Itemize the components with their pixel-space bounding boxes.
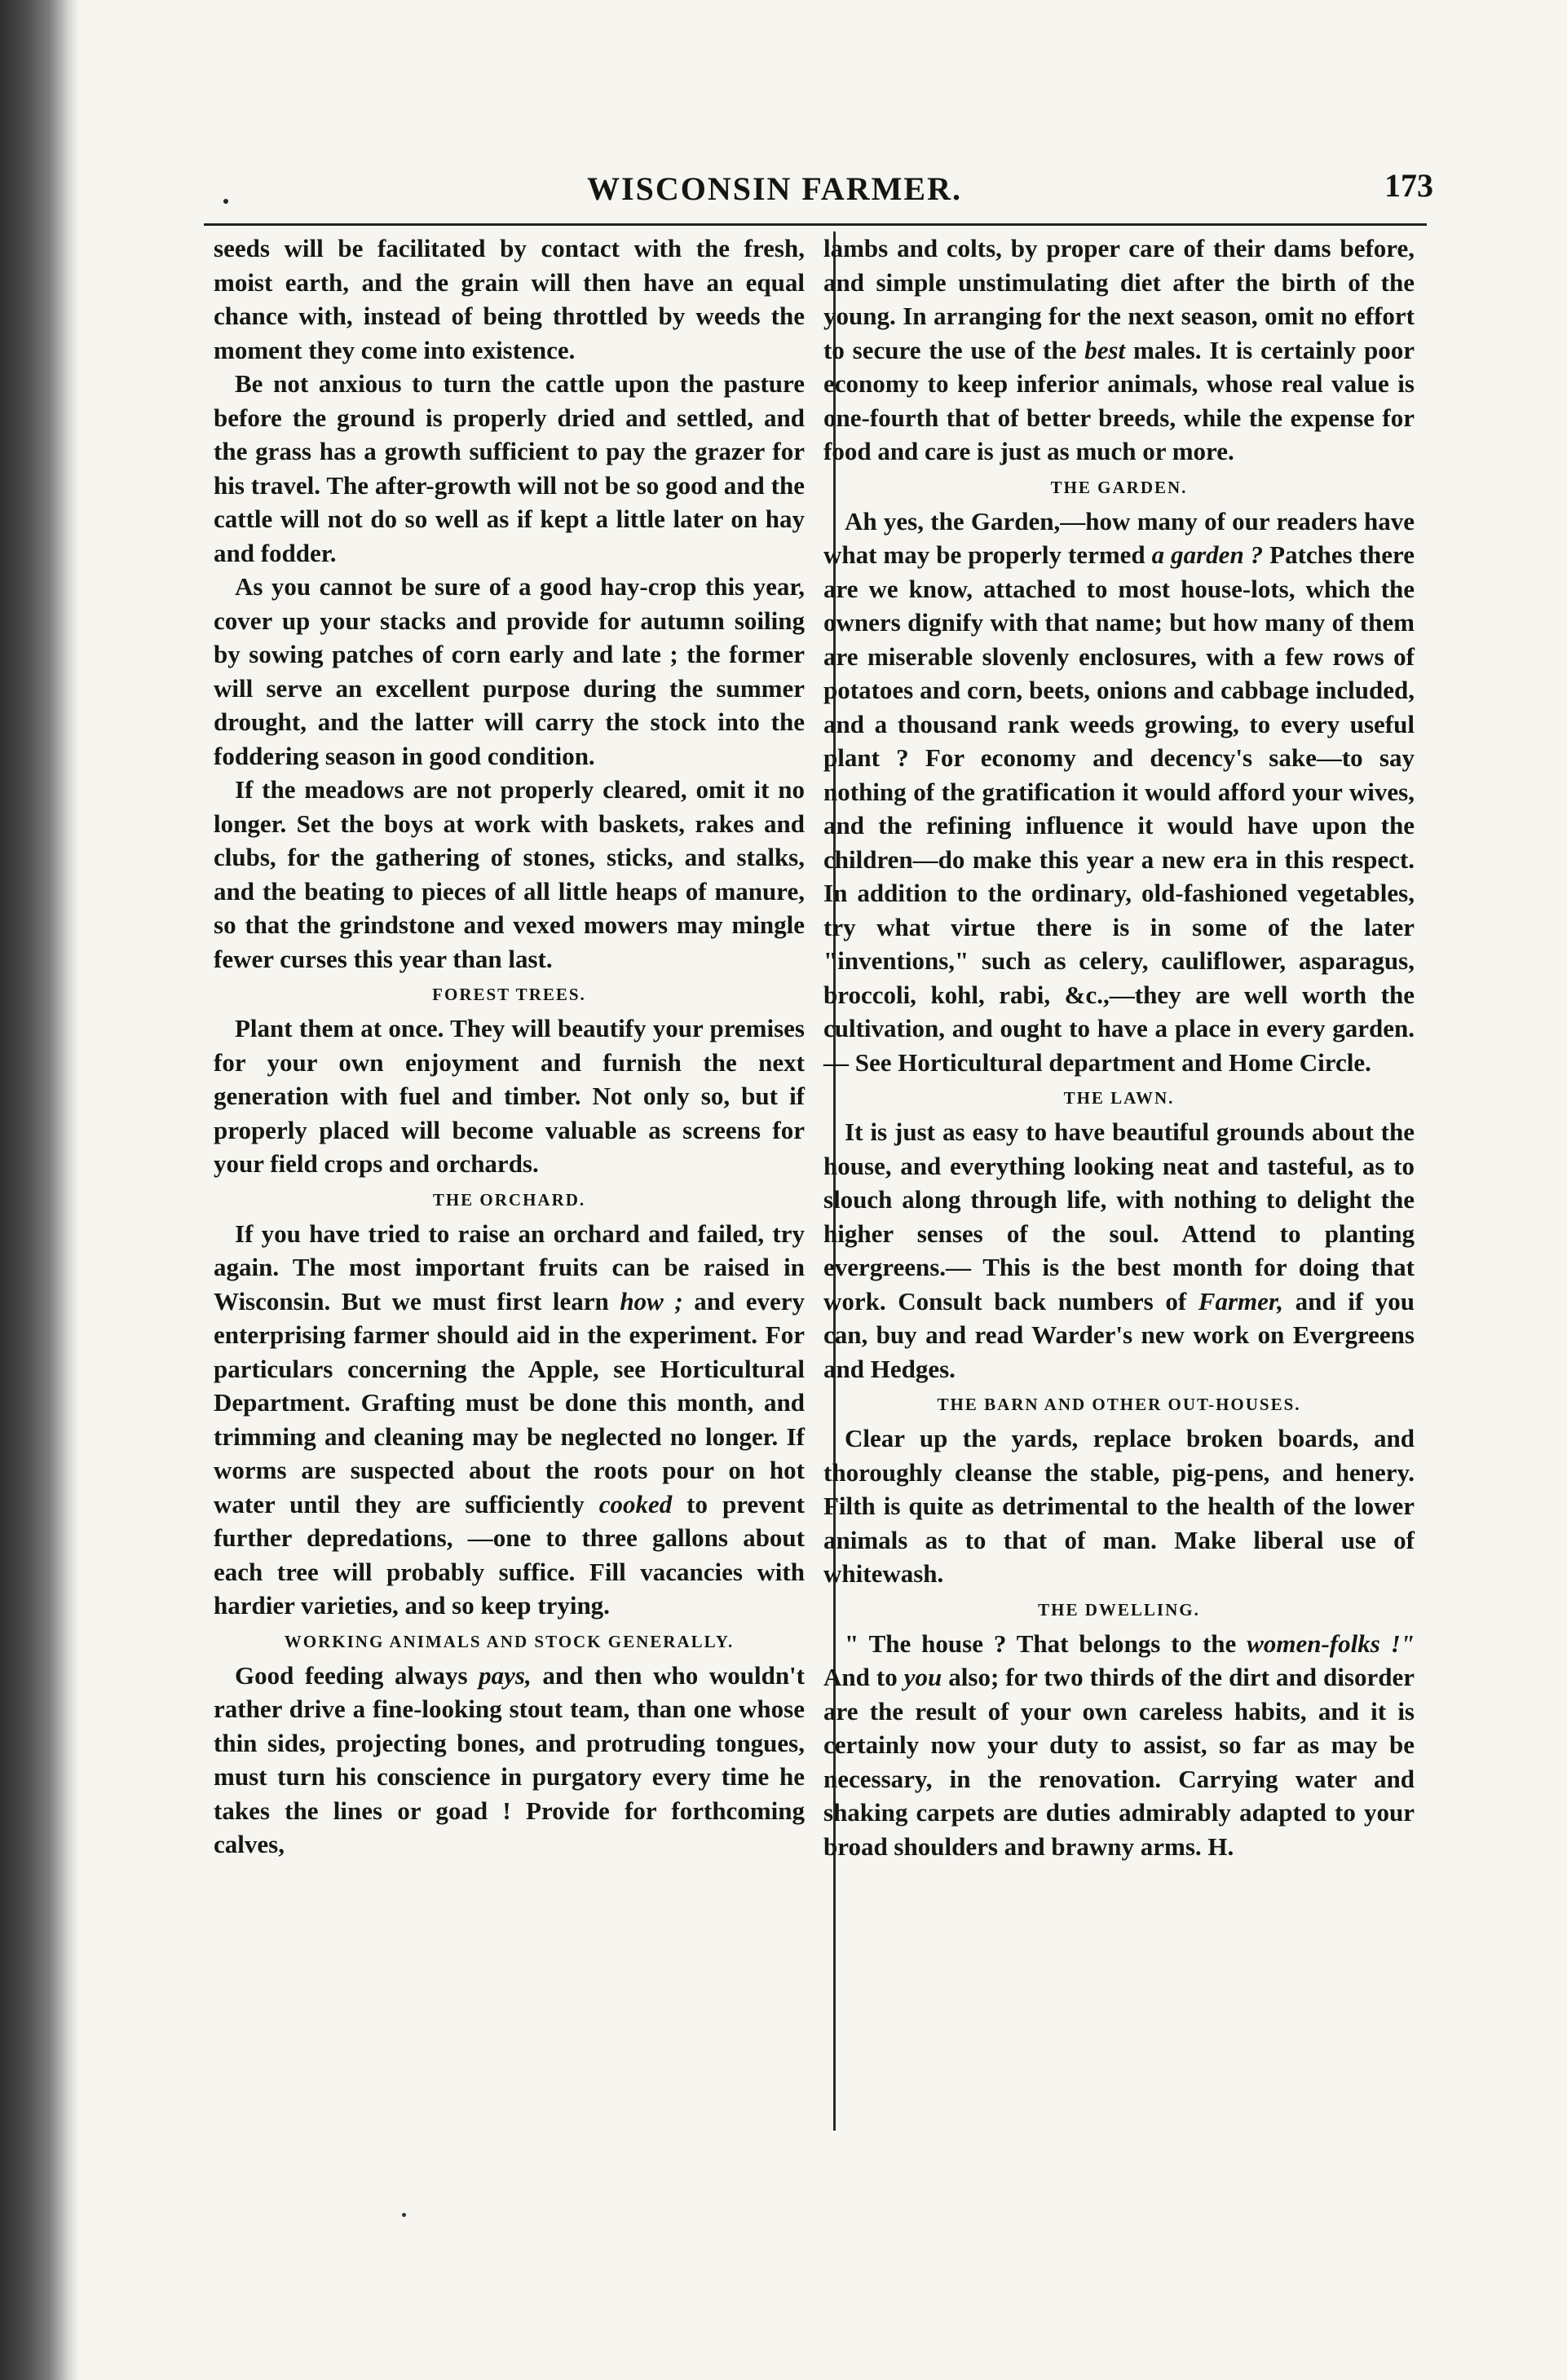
heading-forest-trees: FOREST TREES. xyxy=(432,985,586,1004)
author-signature: H. xyxy=(1207,1831,1234,1861)
dwelling-text-2: And to xyxy=(823,1663,904,1691)
stray-ink-mark xyxy=(402,2213,406,2217)
heading-the-dwelling: THE DWELLING. xyxy=(1038,1599,1200,1620)
garden-italic-a-garden: a garden ? xyxy=(1151,540,1264,569)
orchard-text-3: to prevent further depredations, —one to three gallons about each tree will probably suffice. Fill vacancies with hardier varieties, and so keep trying. xyxy=(214,1489,805,1620)
paragraph-orchard xyxy=(214,1217,805,1623)
lambs-text-1: lambs and colts, by proper care of their dams before, and simple unstimulating diet after the birth of the young. In arranging for the next season, omit no effort to secure the use of the xyxy=(823,234,1415,364)
working-text-1: Good feeding always xyxy=(235,1660,468,1690)
lawn-text-1: It is just as easy to have beautiful grounds about the house, and everything looking neat and tasteful, as to slouch along through life, with nothing to delight the higher senses of the soul. Attend to planting evergreens.— This is the best month for doing that work. Consult back numbers of xyxy=(823,1117,1415,1316)
dwelling-text-1: " The house ? That belongs to the xyxy=(845,1629,1247,1658)
working-text-2: and then who wouldn't rather drive a fine-looking stout team, than one whose thin sides, projecting bones, and protruding tongues, must turn his conscience in purgatory every time he takes the lines or goad ! Provide for forthcoming calves, xyxy=(214,1660,805,1858)
heading-the-garden: THE GARDEN. xyxy=(1050,477,1188,497)
paragraph-seeds: seeds will be facilitated by contact with the fresh, moist earth, and the grain will then have an equal chance with, instead of being throttled by weeds the moment they come into existence. xyxy=(214,234,805,364)
working-italic-pays: pays, xyxy=(479,1660,532,1690)
paragraph-meadows: If the meadows are not properly cleared, omit it no longer. Set the boys at work with baskets, rakes and clubs, for the gathering of stones, sticks, and stalks, and the beating to pieces of all little heaps of manure, so that the grindstone and vexed mowers may mingle fewer curses this year than last. xyxy=(214,775,805,973)
page-header xyxy=(122,163,1433,220)
paragraph-hay-crop: As you cannot be sure of a good hay-crop this year, cover up your stacks and provide for autumn soiling by sowing patches of corn early and late ; the former will serve an excellent purpose during the summer drought, and the latter will carry the stock into the foddering season in good condition. xyxy=(214,572,805,770)
orchard-text-1: If you have tried to raise an orchard and failed, try again. The most important fruits can be raised in Wisconsin. But we must first learn xyxy=(214,1219,805,1316)
paragraph-forest-trees: Plant them at once. They will beautify your premises for your own enjoyment and furnish the next generation with fuel and timber. Not only so, but if properly placed will become valuable as screens for your field crops and orchards. xyxy=(214,1014,805,1178)
orchard-italic-cooked: cooked xyxy=(598,1489,673,1518)
paragraph-working-animals xyxy=(214,1659,805,1862)
paragraph-pasture: Be not anxious to turn the cattle upon the pasture before the ground is properly dried and settled, and the grass has a growth sufficient to pay the grazer for his travel. The after-growth will not be so good and the cattle will not do so well as if kept a little later on hay and fodder. xyxy=(214,369,805,567)
dwelling-text-3: also; for two thirds of the dirt and disorder are the result of your own careless habits, and it is certainly now your duty to assist, so far as may be necessary, in the renovation. Carrying water and shaking carpets are duties admirably adapted to your broad shoulders and brawny arms. xyxy=(823,1663,1415,1861)
scan-binding-edge xyxy=(0,0,78,2380)
paragraph-lawn xyxy=(823,1115,1415,1386)
paragraph-barn: Clear up the yards, replace broken boards, and thoroughly cleanse the stable, pig-pens, and henery. Filth is quite as detrimental to the health of the lower animals as to that of man. Make liberal use of whitewash. xyxy=(823,1424,1415,1588)
paragraph-garden xyxy=(823,505,1415,1080)
running-title: WISCONSIN FARMER. xyxy=(587,170,962,207)
header-rule xyxy=(204,223,1427,226)
lambs-text-2: males. It is certainly poor economy to keep inferior animals, whose real value is one-fourth that of better breeds, while the expense for food and care is just as much or more. xyxy=(823,335,1415,465)
dwelling-italic-women-folks: women-folks !" xyxy=(1247,1629,1415,1658)
lawn-text-2: and if you can, buy and read Warder's new work on Evergreens and Hedges. xyxy=(823,1286,1415,1383)
dwelling-italic-you: you xyxy=(903,1663,942,1691)
garden-text-2: Patches there are we know, attached to most house-lots, which the owners dignify with that name; but how many of them are miserable slovenly enclosures, with a few rows of potatoes and corn, beets, onions and cabbage included, and a thousand rank weeds growing, to every useful plant ? For economy and decency's sake—to say nothing of the gratification it would afford your wives, and the refining influence it would have upon the children—do make this year a new era in this respect. In addition to the ordinary, old-fashioned vegetables, try what virtue there is in some of the later "inventions," such as celery, cauliflower, asparagus, broccoli, kohl, rabi, &c.,—they are well worth the cultivation, and ought to have a place in every garden.— See Horticultural department and Home Circle. xyxy=(823,540,1415,1077)
lawn-italic-farmer: Farmer, xyxy=(1198,1286,1283,1316)
right-column xyxy=(823,231,1415,1863)
heading-the-orchard: THE ORCHARD. xyxy=(432,1189,586,1210)
garden-text-1: Ah yes, the Garden,—how many of our readers have what may be properly termed xyxy=(823,506,1415,569)
heading-barn-out-houses: THE BARN AND OTHER OUT-HOUSES. xyxy=(937,1395,1301,1414)
heading-the-lawn: THE LAWN. xyxy=(1063,1088,1175,1108)
lambs-italic-best: best xyxy=(1084,335,1126,364)
paragraph-lambs-colts xyxy=(823,231,1415,469)
heading-working-animals: WORKING ANIMALS AND STOCK GENERALLY. xyxy=(284,1631,735,1651)
paragraph-dwelling xyxy=(823,1627,1415,1864)
left-column xyxy=(214,231,805,1862)
orchard-italic-how: how ; xyxy=(620,1286,683,1316)
orchard-text-2: and every enterprising farmer should aid in the experiment. For particulars concerning the Apple, see Horticultural Department. Grafting must be done this month, and trimming and cleaning may be neglected no longer. If worms are suspected about the roots pour on hot water until they are sufficiently xyxy=(214,1286,806,1518)
page-number: 173 xyxy=(1384,167,1433,204)
